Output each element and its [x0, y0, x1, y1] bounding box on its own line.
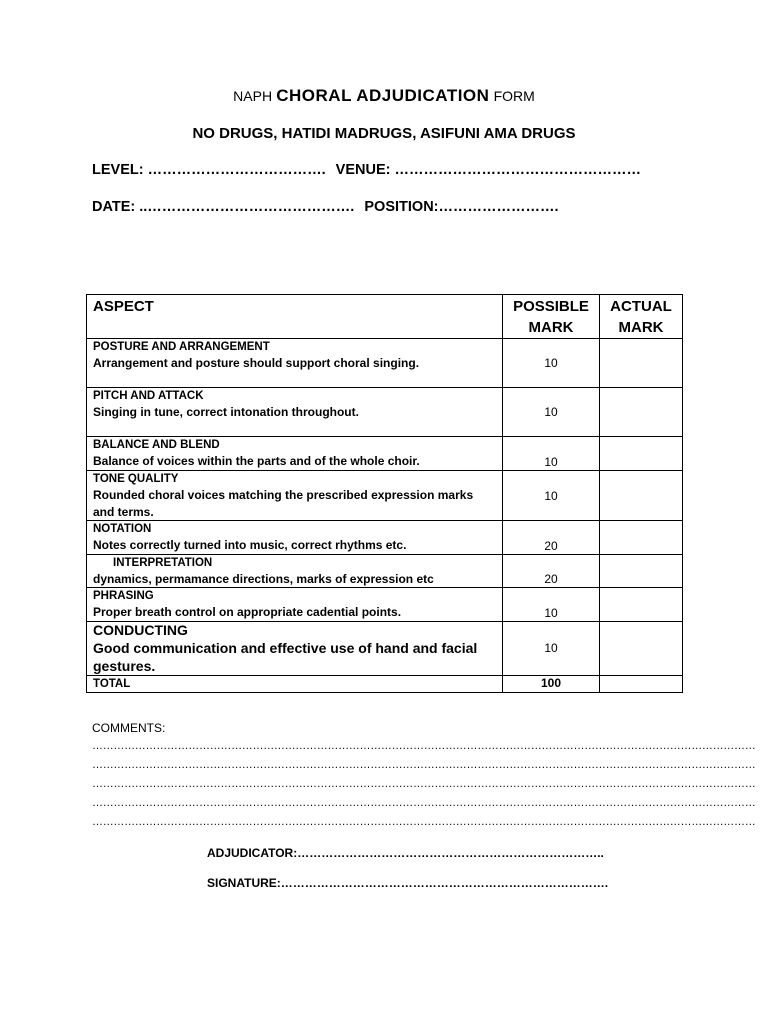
comment-line[interactable]: …………………………………………………………………………………………………………………………………………………………………… [92, 778, 756, 790]
adjudication-table [86, 294, 683, 693]
actual-mark-header-line2: MARK [618, 319, 664, 336]
signature-field[interactable]: SIGNATURE:………………………………………………………………………. [207, 876, 609, 890]
actual-mark-header [600, 295, 683, 339]
possible-mark: 10 [503, 588, 600, 622]
actual-mark-input[interactable] [600, 471, 683, 521]
aspect-cell [87, 471, 503, 521]
aspect-name: CONDUCTING [93, 621, 188, 638]
aspect-cell [87, 388, 503, 437]
aspect-cell [87, 588, 503, 622]
level-field[interactable]: LEVEL: ………………………………. [92, 162, 326, 178]
table-row [87, 339, 683, 388]
position-field[interactable]: POSITION:……………………. [364, 199, 559, 215]
table-row [87, 388, 683, 437]
aspect-description: Balance of voices within the parts and of the whole choir. [93, 454, 420, 468]
possible-mark: 10 [503, 471, 600, 521]
adjudicator-field[interactable]: ADJUDICATOR:………………………………………………………………….. [207, 846, 604, 860]
aspect-description: Arrangement and posture should support choral singing. [93, 356, 420, 370]
title-suffix: FORM [493, 88, 535, 104]
venue-field[interactable]: VENUE: …………………………………………… [335, 162, 641, 178]
aspect-description: Rounded choral voices matching the prescribed expression marks and terms. [93, 488, 474, 519]
comment-line[interactable]: …………………………………………………………………………………………………………………………………………………………………… [92, 759, 756, 771]
possible-mark: 10 [503, 339, 600, 388]
table-row [87, 554, 683, 588]
total-possible-mark: 100 [503, 675, 600, 692]
aspect-name: INTERPRETATION [113, 556, 213, 569]
aspect-description: Notes correctly turned into music, correct rhythms etc. [93, 538, 407, 552]
comments-label: COMMENTS: [92, 721, 166, 735]
table-header-row [87, 295, 683, 339]
aspect-name: PHRASING [93, 590, 154, 602]
total-actual-input[interactable] [600, 675, 683, 692]
aspect-cell [87, 339, 503, 388]
actual-mark-input[interactable] [600, 554, 683, 588]
actual-mark-input[interactable] [600, 339, 683, 388]
form-title [0, 86, 768, 106]
aspect-description: Singing in tune, correct intonation throughout. [93, 405, 359, 419]
possible-mark-header-line2: MARK [528, 319, 574, 336]
date-field[interactable]: DATE: ..……………………………………. [92, 199, 355, 215]
possible-mark: 10 [503, 388, 600, 437]
table-row [87, 521, 683, 555]
actual-mark-input[interactable] [600, 588, 683, 622]
aspect-name: BALANCE AND BLEND [93, 439, 220, 451]
actual-mark-header-line1: ACTUAL [610, 298, 672, 315]
aspect-cell [87, 621, 503, 675]
form-subtitle: NO DRUGS, HATIDI MADRUGS, ASIFUNI AMA DRUGS [192, 125, 576, 142]
possible-mark: 20 [503, 521, 600, 555]
aspect-header: ASPECT [87, 295, 503, 339]
aspect-cell [87, 554, 503, 588]
date-position-line [92, 199, 559, 215]
total-row [87, 675, 683, 692]
aspect-description: dynamics, permamance directions, marks of expression etc [93, 571, 434, 586]
aspect-name: PITCH AND ATTACK [93, 390, 204, 402]
total-label: TOTAL [87, 675, 503, 692]
possible-mark: 20 [503, 554, 600, 588]
table-row [87, 621, 683, 675]
actual-mark-input[interactable] [600, 521, 683, 555]
possible-mark: 10 [503, 621, 600, 675]
title-main: CHORAL ADJUDICATION [276, 86, 490, 105]
actual-mark-input[interactable] [600, 621, 683, 675]
table-row [87, 588, 683, 622]
aspect-name: NOTATION [93, 523, 152, 535]
aspect-cell [87, 437, 503, 471]
aspect-name: TONE QUALITY [93, 473, 179, 485]
possible-mark-header [503, 295, 600, 339]
comment-line[interactable]: …………………………………………………………………………………………………………………………………………………………………… [92, 740, 756, 752]
actual-mark-input[interactable] [600, 388, 683, 437]
comment-line[interactable]: …………………………………………………………………………………………………………………………………………………………………… [92, 816, 756, 828]
table-row [87, 437, 683, 471]
table-row [87, 471, 683, 521]
possible-mark-header-line1: POSSIBLE [513, 298, 589, 315]
comment-line[interactable]: …………………………………………………………………………………………………………………………………………………………………… [92, 797, 756, 809]
aspect-description: Good communication and effective use of hand and facial gestures. [93, 639, 478, 674]
aspect-description: Proper breath control on appropriate cadential points. [93, 605, 402, 619]
actual-mark-input[interactable] [600, 437, 683, 471]
aspect-name: POSTURE AND ARRANGEMENT [93, 341, 270, 353]
aspect-cell [87, 521, 503, 555]
possible-mark: 10 [503, 437, 600, 471]
level-venue-line [92, 162, 641, 178]
title-prefix: NAPH [233, 88, 273, 104]
